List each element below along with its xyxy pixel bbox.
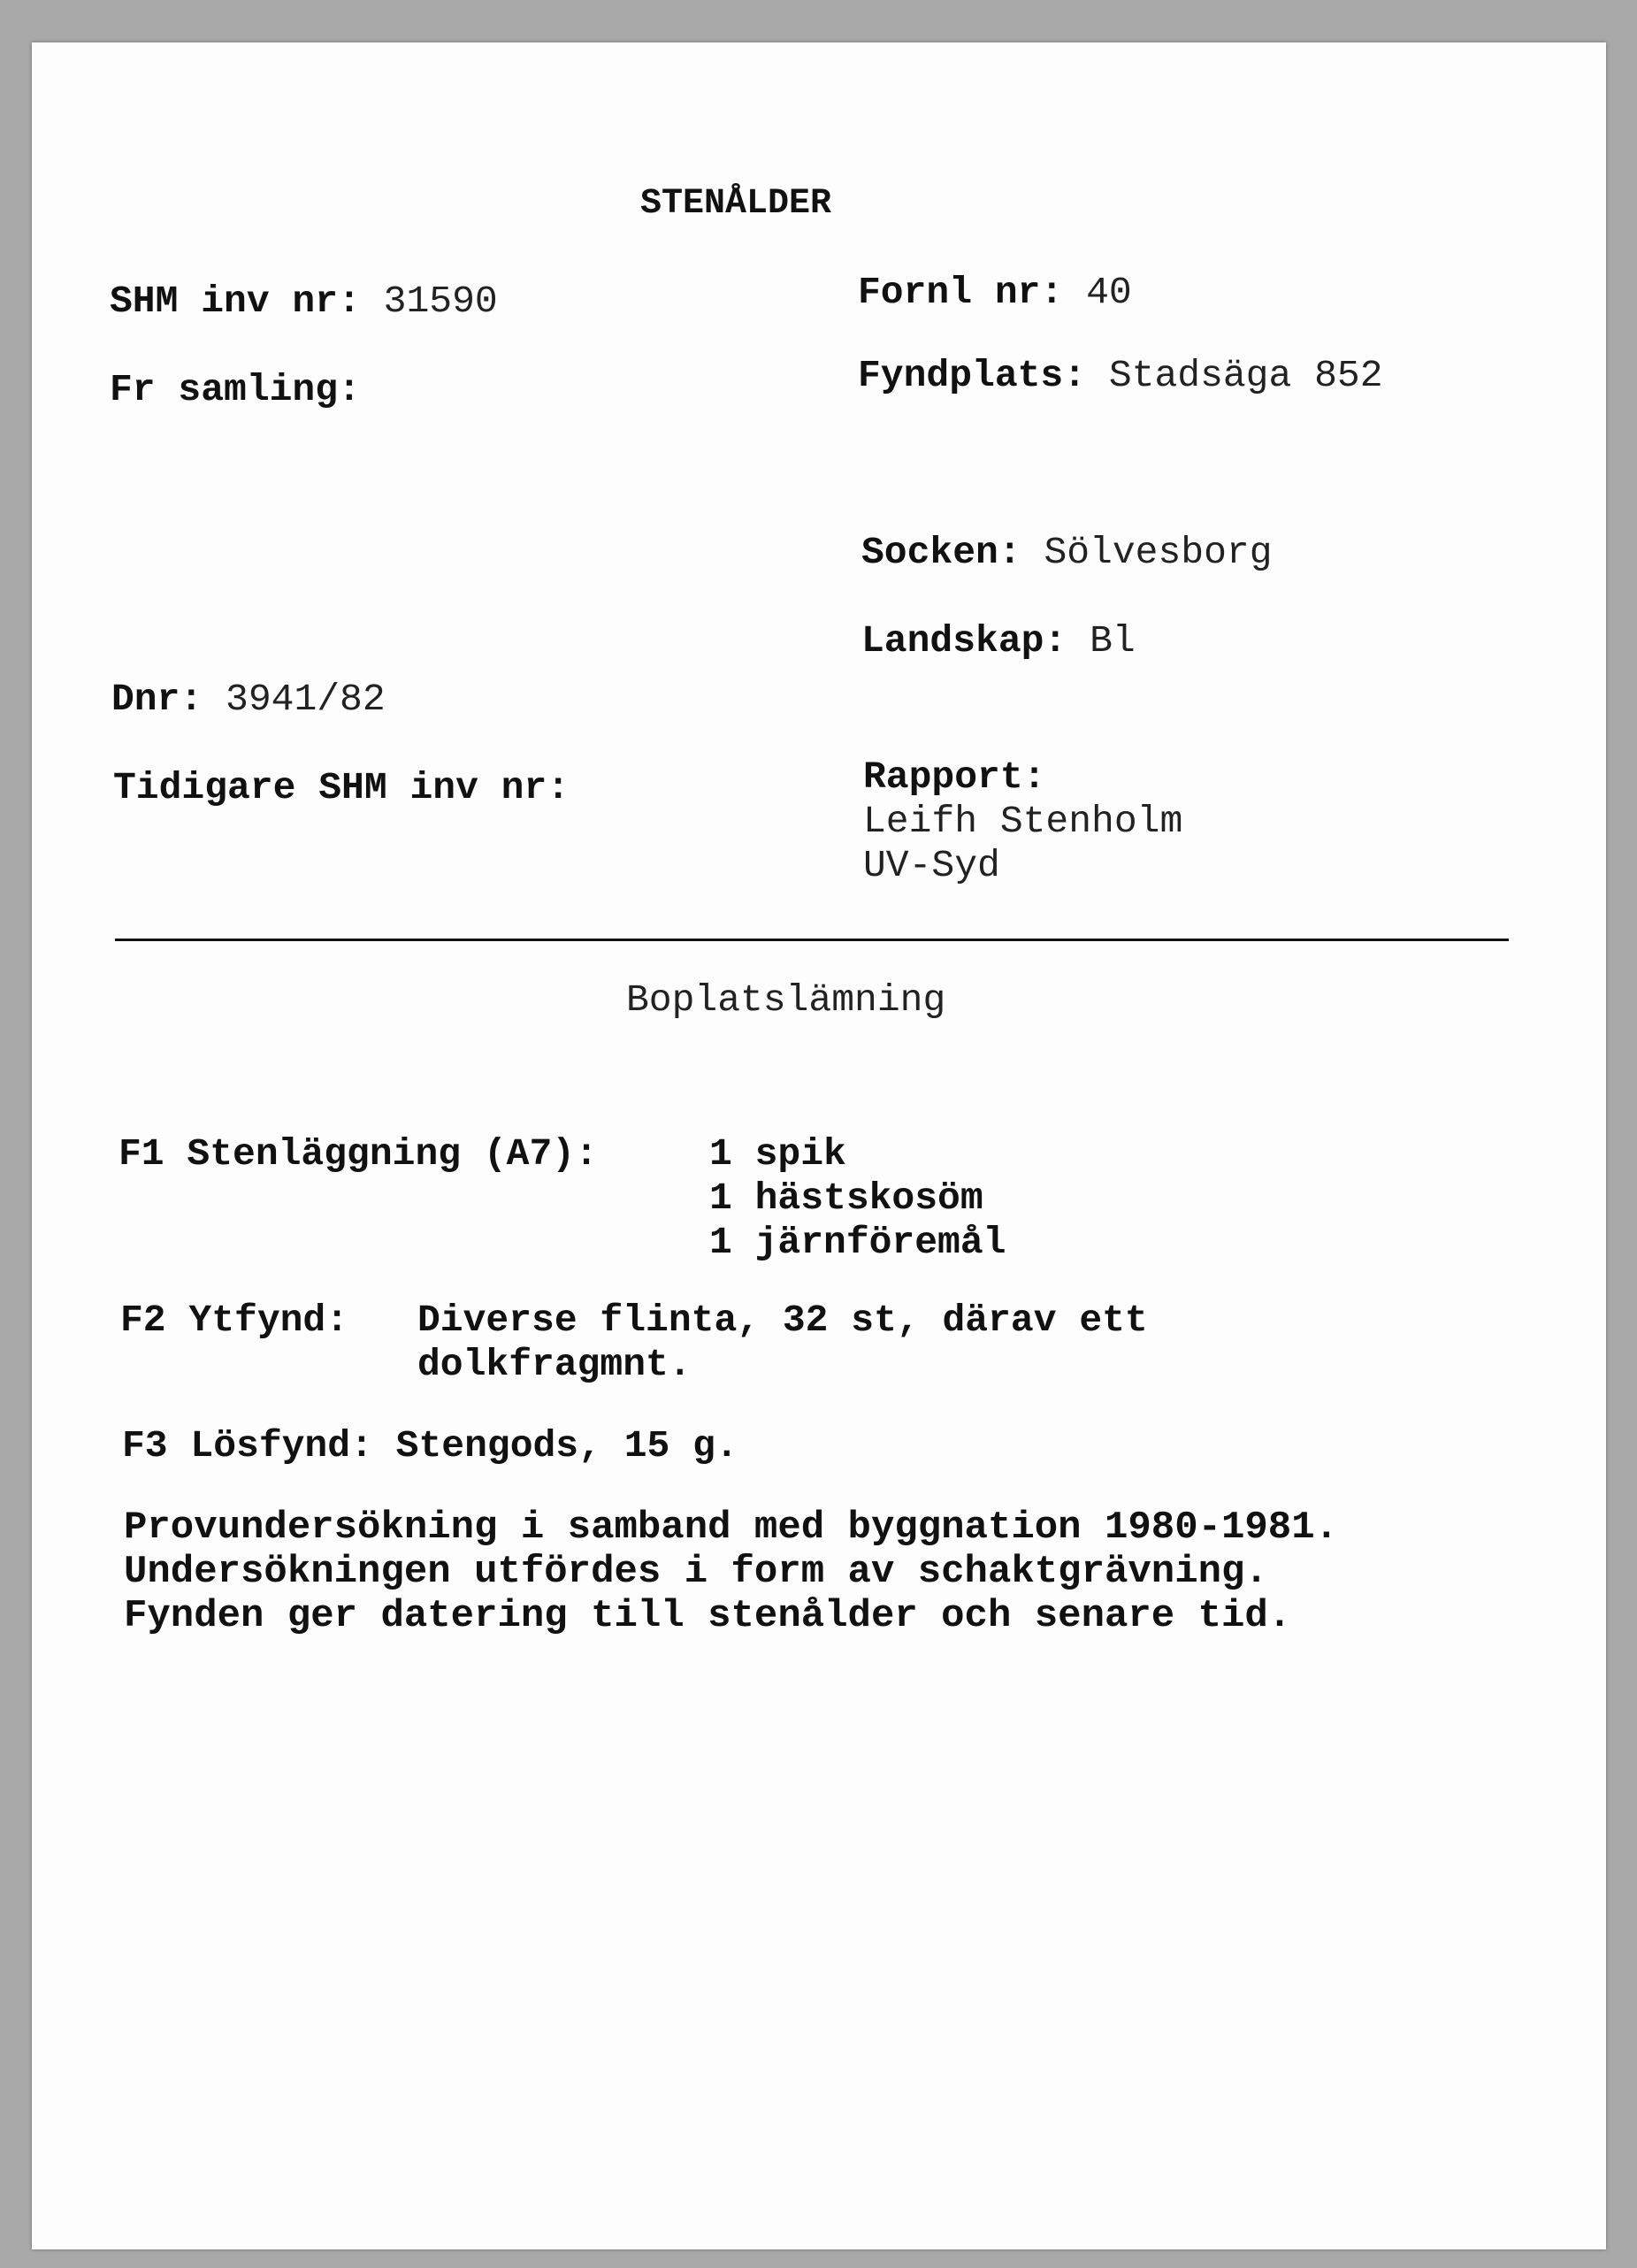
shm-inv-nr-field	[110, 280, 498, 324]
document-sheet	[32, 42, 1606, 2249]
f1-label: F1 Stenläggning (A7):	[119, 1132, 598, 1176]
fr-samling-label: Fr samling:	[110, 368, 361, 411]
f1-item-3: 1 järnföremål	[709, 1221, 1006, 1264]
tidigare-shm-label: Tidigare SHM inv nr:	[113, 766, 570, 809]
f1-item-1: 1 spik	[709, 1132, 846, 1176]
socken-label: Socken:	[861, 531, 1021, 574]
socken-field	[861, 531, 1273, 575]
f3-value: Stengods, 15 g.	[395, 1424, 738, 1467]
fornl-nr-label: Fornl nr:	[858, 271, 1064, 314]
f2-line-2: dolkfragmnt.	[417, 1343, 692, 1386]
summary-line-2: Undersökningen utfördes i form av schaktgrävning.	[124, 1550, 1268, 1594]
landskap-field	[861, 619, 1136, 663]
f1-item-2: 1 hästskosöm	[709, 1176, 983, 1220]
fyndplats-label: Fyndplats:	[858, 354, 1087, 397]
fornl-nr-field	[858, 271, 1132, 315]
shm-inv-nr-value: 31590	[383, 280, 498, 323]
socken-value: Sölvesborg	[1044, 531, 1273, 574]
shm-inv-nr-label: SHM inv nr:	[110, 280, 361, 323]
dnr-label: Dnr:	[111, 678, 203, 721]
section-heading: Boplatslämning	[626, 978, 946, 1022]
rapport-label: Rapport:	[863, 755, 1046, 799]
summary-line-1: Provundersökning i samband med byggnation 1980-1981.	[124, 1506, 1339, 1550]
document-title: STENÅLDER	[640, 184, 832, 224]
f2-label: F2 Ytfynd:	[120, 1299, 349, 1342]
rapport-line-1: Leifh Stenholm	[863, 800, 1183, 843]
fyndplats-field	[858, 354, 1383, 398]
landskap-value: Bl	[1090, 619, 1136, 663]
fornl-nr-value: 40	[1086, 271, 1132, 314]
summary-line-3: Fynden ger datering till stenålder och senare tid.	[124, 1594, 1292, 1638]
f3-field	[122, 1424, 738, 1468]
landskap-label: Landskap:	[861, 619, 1067, 663]
dnr-field	[111, 678, 386, 722]
fyndplats-value: Stadsäga 852	[1108, 354, 1383, 397]
horizontal-divider	[115, 939, 1509, 941]
rapport-line-2: UV-Syd	[863, 844, 1000, 887]
dnr-value: 3941/82	[226, 678, 386, 721]
f2-line-1: Diverse flinta, 32 st, därav ett	[417, 1299, 1148, 1342]
f3-label: F3 Lösfynd:	[122, 1424, 373, 1467]
